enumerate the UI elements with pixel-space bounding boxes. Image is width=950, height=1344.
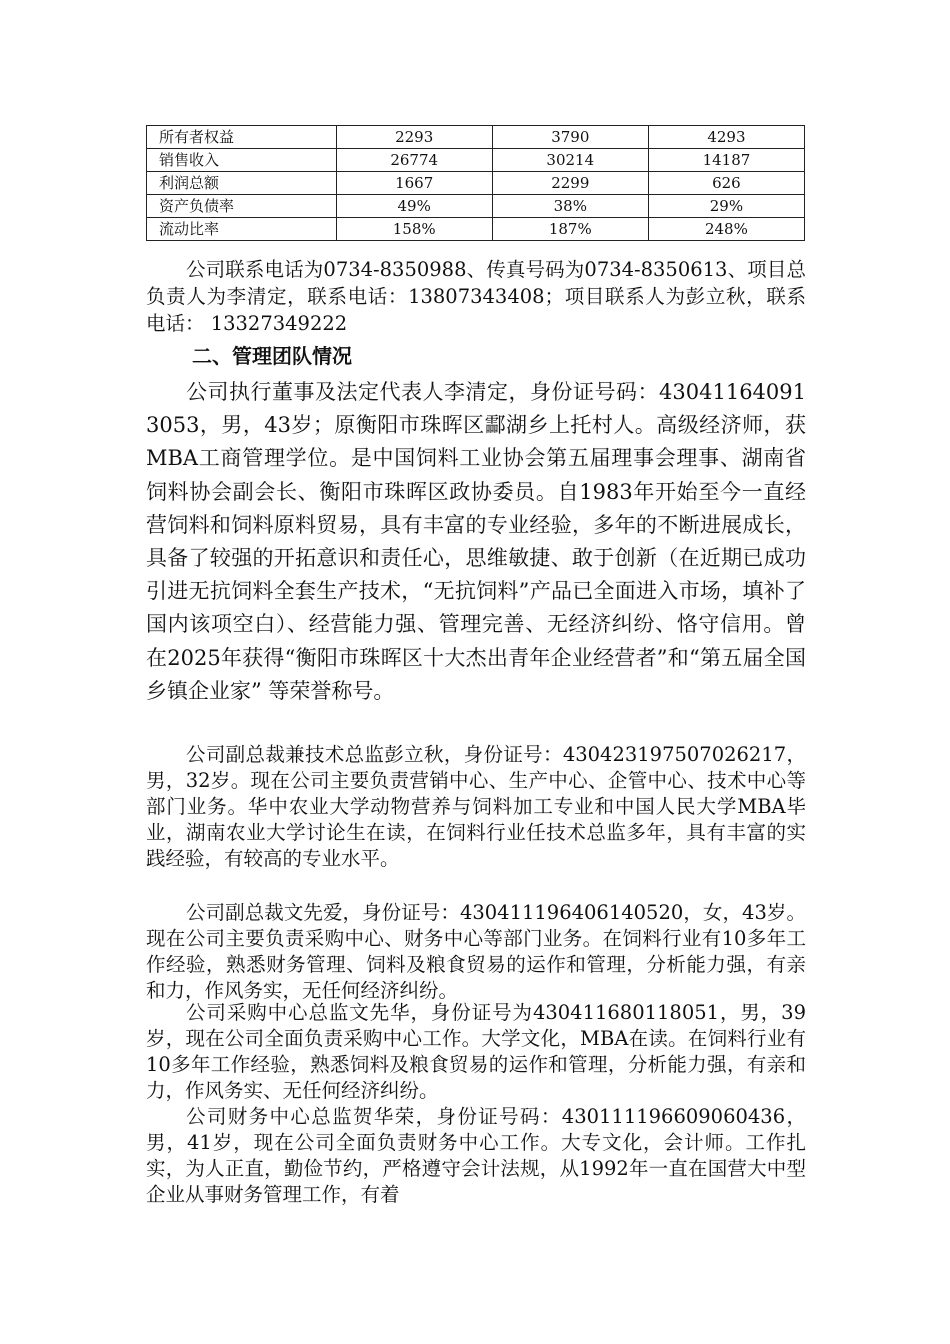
table-cell: 248% (648, 218, 804, 241)
table-cell: 4293 (648, 126, 804, 149)
table-cell: 14187 (648, 149, 804, 172)
table-row (147, 172, 805, 195)
row-label: 销售收入 (147, 149, 337, 172)
table-cell: 2293 (336, 126, 492, 149)
table-cell: 29% (648, 195, 804, 218)
table-cell: 3790 (492, 126, 648, 149)
table-cell: 26774 (336, 149, 492, 172)
table-cell: 187% (492, 218, 648, 241)
table-cell: 2299 (492, 172, 648, 195)
table-row (147, 126, 805, 149)
row-label: 利润总额 (147, 172, 337, 195)
table-cell: 1667 (336, 172, 492, 195)
row-label: 所有者权益 (147, 126, 337, 149)
contact-paragraph: 公司联系电话为0734-8350988、传真号码为0734-8350613、项目总负责人为李清定，联系电话：13807343408；项目联系人为彭立秋，联系电话： 13327349222 (146, 258, 806, 335)
table-cell: 49% (336, 195, 492, 218)
profile-paragraph-finance: 公司财务中心总监贺华荣，身份证号码：430111196609060436，男，41岁，现在公司全面负责财务中心工作。大专文化，会计师。工作扎实，为人正直，勤俭节约，严格遵守会计法规，从1992年一直在国营大中型企业从事财务管理工作，有着 (146, 1105, 806, 1206)
table-row (147, 195, 805, 218)
table-cell: 626 (648, 172, 804, 195)
table-row (147, 218, 805, 241)
table-row (147, 149, 805, 172)
row-label: 资产负债率 (147, 195, 337, 218)
profile-paragraph-chairman: 公司执行董事及法定代表人李清定，身份证号码：430411640913053，男，43岁；原衡阳市珠晖区酃湖乡上托村人。高级经济师，获MBA工商管理学位。是中国饲料工业协会第五届理事会理事、湖南省饲料协会副会长、衡阳市珠晖区政协委员。自1983年开始至今一直经营饲料和饲料原料贸易，具有丰富的专业经验，多年的不断进展成长，具备了较强的开拓意识和责任心，思维敏捷、敢于创新（在近期已成功引进无抗饲料全套生产技术，“无抗饲料”产品已全面进入市场，填补了国内该项空白）、经营能力强、管理完善、无经济纠纷、恪守信用。曾在2025年获得“衡阳市珠晖区十大杰出青年企业经营者”和“第五届全国乡镇企业家” 等荣誉称号。 (146, 380, 806, 703)
row-label: 流动比率 (147, 218, 337, 241)
table-cell: 158% (336, 218, 492, 241)
table-cell: 30214 (492, 149, 648, 172)
financial-table (146, 125, 805, 241)
profile-paragraph-vp: 公司副总裁文先爱，身份证号：430411196406140520，女，43岁。现在公司主要负责采购中心、财务中心等部门业务。在饲料行业有10多年工作经验，熟悉财务管理、饲料及粮食贸易的运作和管理，分析能力强，有亲和力，作风务实，无任何经济纠纷。 (146, 901, 806, 1002)
table-cell: 38% (492, 195, 648, 218)
section-heading: 二、管理团队情况 (192, 344, 352, 368)
profile-paragraph-vp-tech: 公司副总裁兼技术总监彭立秋，身份证号：430423197507026217，男，32岁。现在公司主要负责营销中心、生产中心、企管中心、技术中心等部门业务。华中农业大学动物营养与饲料加工专业和中国人民大学MBA毕业，湖南农业大学讨论生在读，在饲料行业任技术总监多年，具有丰富的实践经验，有较高的专业水平。 (146, 743, 806, 870)
profile-paragraph-purchasing: 公司采购中心总监文先华，身份证号为430411680118051，男，39岁，现在公司全面负责采购中心工作。大学文化，MBA在读。在饲料行业有10多年工作经验，熟悉饲料及粮食贸易的运作和管理，分析能力强，有亲和力，作风务实、无任何经济纠纷。 (146, 1001, 806, 1102)
